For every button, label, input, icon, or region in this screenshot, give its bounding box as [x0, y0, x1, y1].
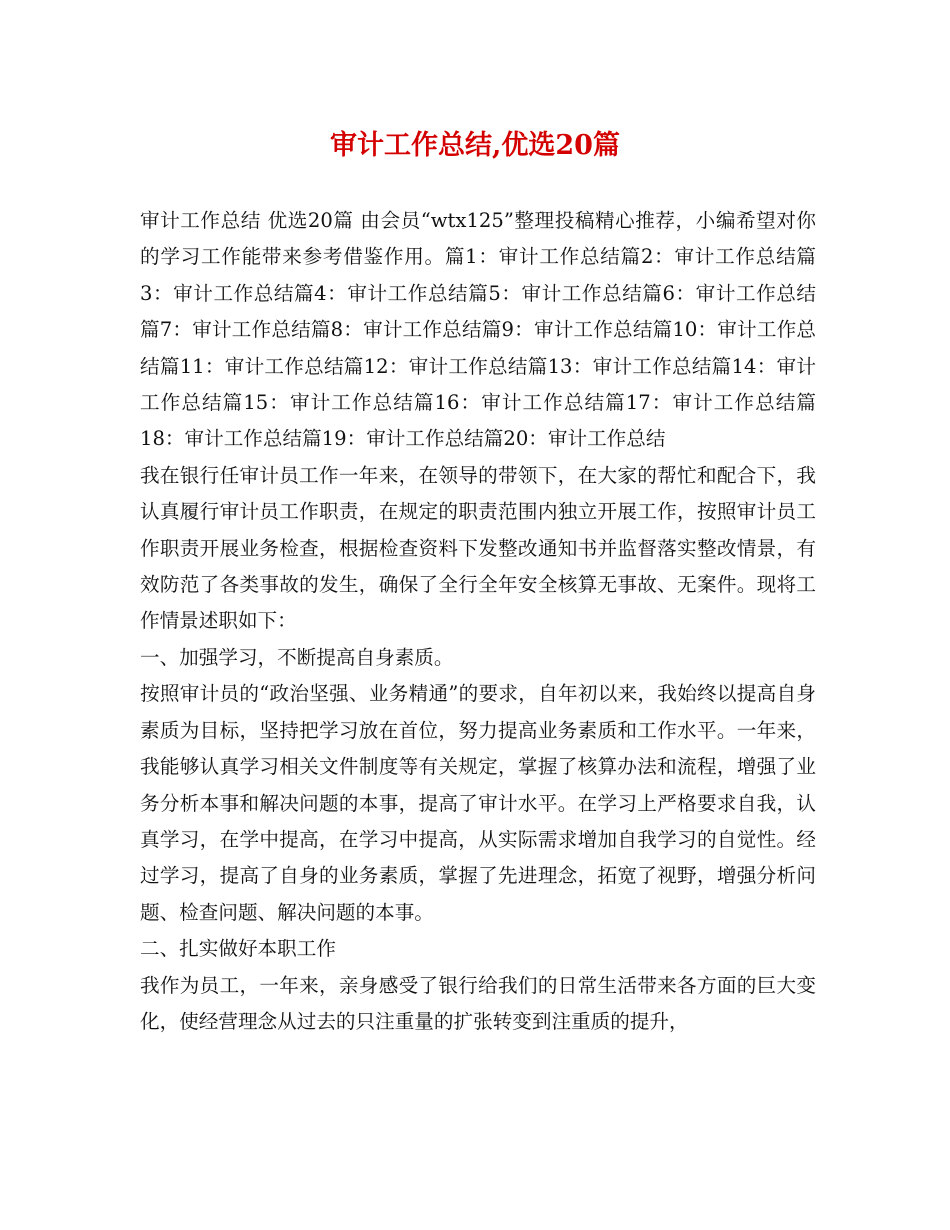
paragraph-intro: 审计工作总结 优选20篇 由会员“wtx125”整理投稿精心推荐，小编希望对你的学习工作能带来参考借鉴作用。篇1：审计工作总结篇2：审计工作总结篇3：审计工作总结篇4：审计工作总结篇5：审计工作总结篇6：审计工作总结篇7：审计工作总结篇8：审计工作总结篇9：审计工作总结篇10：审计工作总结篇11：审计工作总结篇12：审计工作总结篇13：审计工作总结篇14：审计工作总结篇15：审计工作总结篇16：审计工作总结篇17：审计工作总结篇18：审计工作总结篇19：审计工作总结篇20：审计工作总结: [140, 209, 816, 451]
paragraph-section-1: 按照审计员的“政治坚强、业务精通”的要求，自年初以来，我始终以提高自身素质为目标，坚持把学习放在首位，努力提高业务素质和工作水平。一年来，我能够认真学习相关文件制度等有关规定，掌握了核算办法和流程，增强了业务分析本事和解决问题的本事，提高了审计水平。在学习上严格要求自我，认真学习，在学中提高，在学习中提高，从实际需求增加自我学习的自觉性。经过学习，提高了自身的业务素质，掌握了先进理念，拓宽了视野，增强分析问题、检查问题、解决问题的本事。: [140, 682, 816, 924]
section-heading-2: 二、扎实做好本职工作: [140, 937, 336, 961]
document-title: 审计工作总结,优选20篇: [330, 130, 620, 161]
document-body: [140, 203, 816, 1040]
section-heading-1: 一、加强学习，不断提高自身素质。: [140, 645, 454, 669]
paragraph-section-2: 我作为员工，一年来，亲身感受了银行给我们的日常生活带来各方面的巨大变化，使经营理念从过去的只注重量的扩张转变到注重质的提升，: [140, 973, 816, 1033]
paragraph-summary: 我在银行任审计员工作一年来，在领导的带领下，在大家的帮忙和配合下，我认真履行审计员工作职责，在规定的职责范围内独立开展工作，按照审计员工作职责开展业务检查，根据检查资料下发整改通知书并监督落实整改情景，有效防范了各类事故的发生，确保了全行全年安全核算无事故、无案件。现将工作情景述职如下：: [140, 463, 816, 633]
